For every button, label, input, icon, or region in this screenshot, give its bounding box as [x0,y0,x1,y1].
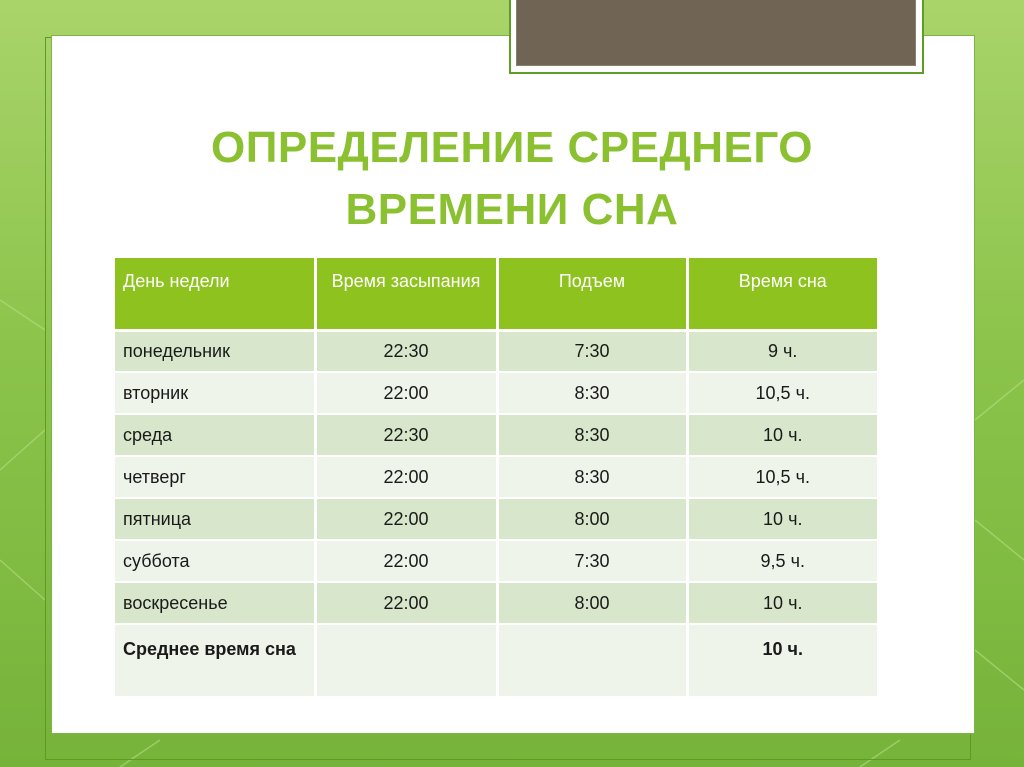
cell-bedtime: 22:30 [315,414,497,456]
cell-day: вторник [115,372,315,414]
cell-wakeup: 8:30 [497,372,687,414]
cell-bedtime: 22:00 [315,456,497,498]
cell-sleep-duration: 9,5 ч. [687,540,877,582]
summary-empty-cell [315,624,497,696]
table-header-row [115,258,877,330]
cell-sleep-duration: 10,5 ч. [687,372,877,414]
cell-bedtime: 22:00 [315,372,497,414]
sleep-time-table [115,258,877,696]
cell-bedtime: 22:00 [315,540,497,582]
cell-day: воскресенье [115,582,315,624]
cell-wakeup: 8:00 [497,582,687,624]
cell-wakeup: 7:30 [497,330,687,372]
cell-wakeup: 7:30 [497,540,687,582]
header-sleep-duration: Время сна [687,258,877,330]
table-row [115,582,877,624]
slide-title [120,117,904,241]
cell-day: суббота [115,540,315,582]
cell-bedtime: 22:00 [315,498,497,540]
table-row [115,372,877,414]
table-row [115,330,877,372]
cell-bedtime: 22:30 [315,330,497,372]
table-row [115,498,877,540]
cell-bedtime: 22:00 [315,582,497,624]
cell-day: среда [115,414,315,456]
cell-sleep-duration: 10,5 ч. [687,456,877,498]
summary-label: Среднее время сна [115,624,315,696]
cell-day: понедельник [115,330,315,372]
header-bedtime: Время засыпания [315,258,497,330]
cell-wakeup: 8:00 [497,498,687,540]
title-line-2: ВРЕМЕНИ СНА [345,185,679,234]
cell-wakeup: 8:30 [497,456,687,498]
cell-sleep-duration: 10 ч. [687,582,877,624]
cell-sleep-duration: 9 ч. [687,330,877,372]
table-row [115,414,877,456]
cell-sleep-duration: 10 ч. [687,498,877,540]
cell-wakeup: 8:30 [497,414,687,456]
summary-empty-cell [497,624,687,696]
cell-day: четверг [115,456,315,498]
header-wakeup: Подъем [497,258,687,330]
summary-value: 10 ч. [687,624,877,696]
table-row [115,456,877,498]
header-day: День недели [115,258,315,330]
title-line-1: ОПРЕДЕЛЕНИЕ СРЕДНЕГО [211,123,813,172]
summary-row [115,624,877,696]
cell-sleep-duration: 10 ч. [687,414,877,456]
table-row [115,540,877,582]
decorative-rectangle [516,0,916,66]
cell-day: пятница [115,498,315,540]
